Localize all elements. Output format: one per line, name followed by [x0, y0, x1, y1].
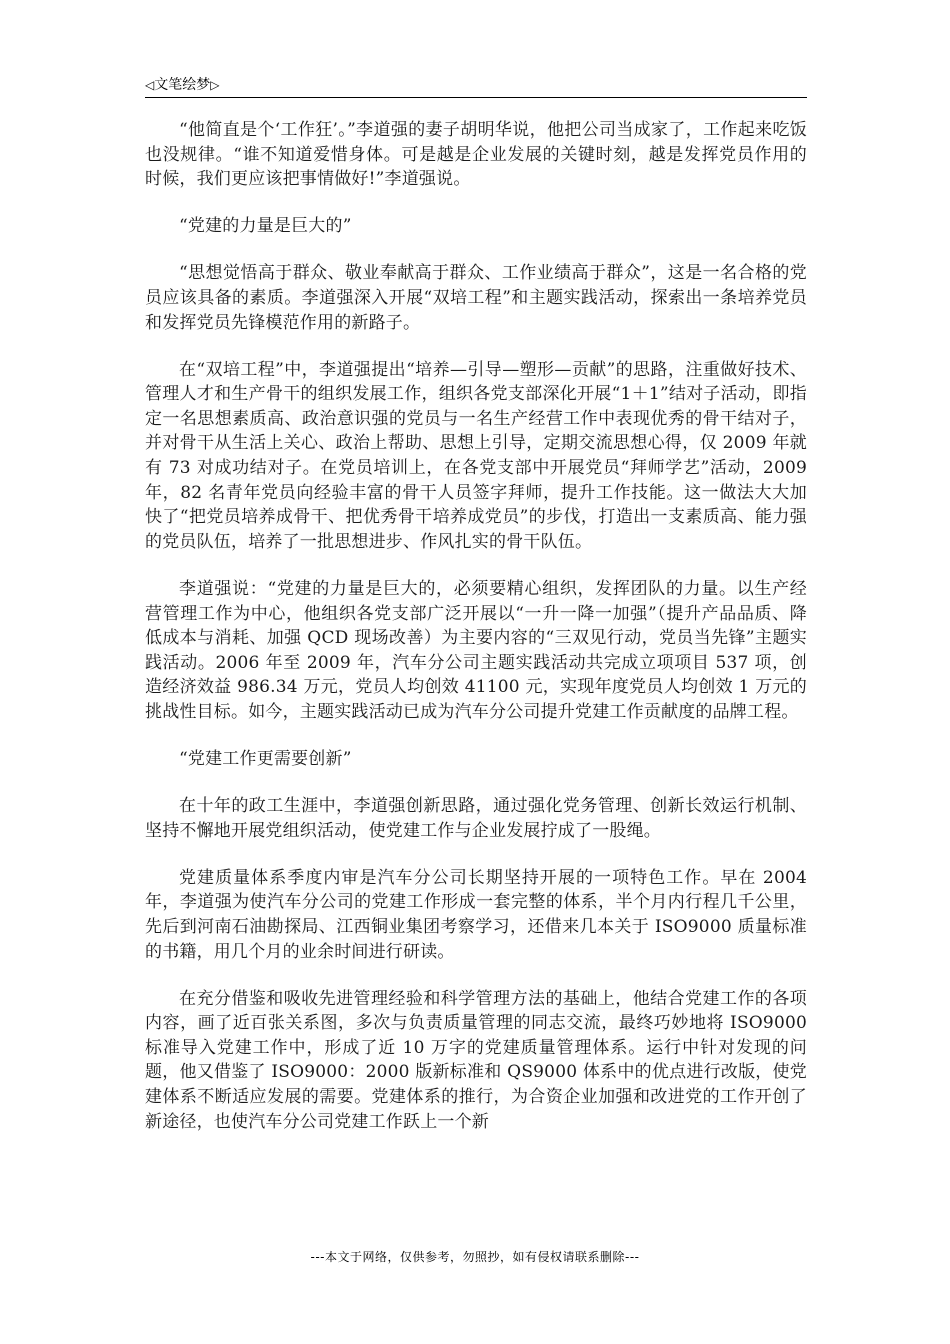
paragraph: 党建质量体系季度内审是汽车分公司长期坚持开展的一项特色工作。早在 2004 年，李道强为使汽车分公司的党建工作形成一套完整的体系，半个月内行程几千公里，先后到河南石油勘探局、江西铜业集团考察学习，还借来几本关于 ISO9000 质量标准的书籍，用几个月的业余时间进行研读。 [145, 867, 807, 962]
paragraph: 在“双培工程”中，李道强提出“培养—引导—塑形—贡献”的思路，注重做好技术、管理人才和生产骨干的组织发展工作，组织各党支部深化开展“1＋1”结对子活动，即指定一名思想素质高、政治意识强的党员与一名生产经营工作中表现优秀的骨干结对子，并对骨干从生活上关心、政治上帮助、思想上引导，定期交流思想心得，仅 2009 年就有 73 对成功结对子。在党员培训上，在各党支部中开展党员“拜师学艺”活动，2009 年，82 名青年党员向经验丰富的骨干人员签字拜师，提升工作技能。这一做法大大加快了“把党员培养成骨干、把优秀骨干培养成党员”的步伐，打造出一支素质高、能力强的党员队伍，培养了一批思想进步、作风扎实的骨干队伍。 [145, 359, 807, 552]
left-triangle-icon: ◁ [145, 78, 155, 92]
section-heading: “党建的力量是巨大的” [179, 216, 352, 237]
page-header [145, 75, 807, 98]
paragraph: 在十年的政工生涯中，李道强创新思路，通过强化党务管理、创新长效运行机制、坚持不懈地开展党组织活动，使党建工作与企业发展拧成了一股绳。 [145, 796, 807, 841]
document-body [145, 118, 807, 1157]
right-triangle-icon: ▷ [210, 78, 220, 92]
paragraph: 在充分借鉴和吸收先进管理经验和科学管理方法的基础上，他结合党建工作的各项内容，画了近百张关系图，多次与负责质量管理的同志交流，最终巧妙地将 ISO9000 标准导入党建工作中，形成了近 10 万字的党建质量管理体系。运行中针对发现的问题，他又借鉴了 ISO9000：2000 版新标准和 QS9000 体系中的优点进行改版，使党建体系不断适应发展的需要。党建体系的推行，为合资企业加强和改进党的工作开创了新途径，也使汽车分公司党建工作跃上一个新 [145, 988, 807, 1132]
page-footer-disclaimer: ---本文于网络，仅供参考，勿照抄，如有侵权请联系删除--- [310, 1250, 640, 1264]
paragraph: “他简直是个‘工作狂’。”李道强的妻子胡明华说，他把公司当成家了，工作起来吃饭也没规律。“谁不知道爱惜身体。可是越是企业发展的关键时刻，越是发挥党员作用的时候，我们更应该把事情做好!”李道强说。 [145, 120, 807, 190]
header-title: 文笔绘梦 [154, 77, 211, 93]
paragraph: 李道强说：“党建的力量是巨大的，必须要精心组织，发挥团队的力量。以生产经营管理工作为中心，他组织各党支部广泛开展以“一升一降一加强”（提升产品品质、降低成本与消耗、加强 QCD 现场改善）为主要内容的“三双见行动，党员当先锋”主题实践活动。2006 年至 2009 年，汽车分公司主题实践活动共完成立项项目 537 项，创造经济效益 986.34 万元，党员人均创效 41100 元，实现年度党员人均创效 1 万元的挑战性目标。如今，主题实践活动已成为汽车分公司提升党建工作贡献度的品牌工程。 [145, 578, 807, 722]
paragraph: “思想觉悟高于群众、敬业奉献高于群众、工作业绩高于群众”，这是一名合格的党员应该具备的素质。李道强深入开展“双培工程”和主题实践活动，探索出一条培养党员和发挥党员先锋模范作用的新路子。 [145, 263, 807, 333]
section-heading: “党建工作更需要创新” [179, 748, 352, 769]
